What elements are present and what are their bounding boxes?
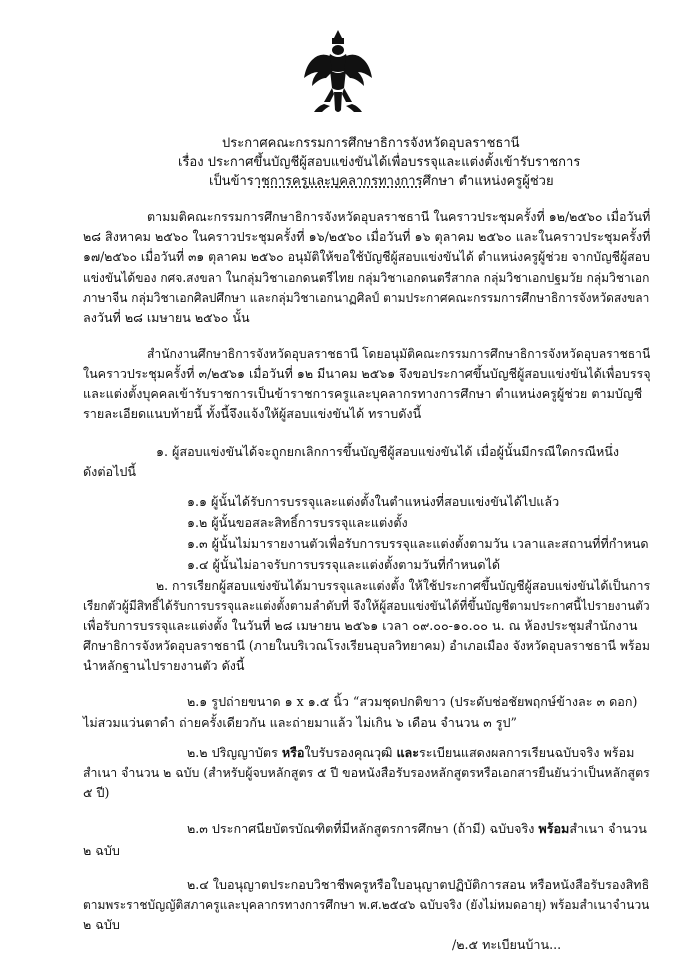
item2-line: นำหลักฐานไปรายงานตัว ดังนี้: [83, 658, 245, 673]
sub-item-2-2-cont: สำเนา จำนวน ๒ ฉบับ (สำหรับผู้จบหลักสูตร ๕ ปี ขอหนังสือรับรองหลักสูตรหรือเอกสารยืนยันว่าเป็นหลักสูตร: [83, 765, 650, 780]
item2-line: เพื่อรับการบรรจุและแต่งตั้ง ในวันที่ ๒๘ เมษายน ๒๕๖๑ เวลา ๐๙.๐๐-๑๐.๐๐ น. ณ ห้องประชุมสำนักงาน: [83, 618, 638, 633]
garuda-emblem-icon: [300, 26, 376, 122]
para1-line: ภาษาจีน กลุ่มวิชาเอกศิลปศึกษา และกลุ่มวิชาเอกนาฏศิลป์ ตามประกาศคณะกรรมการศึกษาธิการจังหวัดสงขลา: [83, 290, 650, 305]
sub-item-2-1: ๒.๑ รูปถ่ายขนาด ๑ x ๑.๕ นิ้ว “สวมชุดปกติขาว (ประดับช่อชัยพฤกษ์ข้างละ ๓ ดอก): [187, 694, 638, 709]
text: ๒.๓ ประกาศนียบัตรบัณฑิตที่มีหลักสูตรการศึกษา (ถ้ามี) ฉบับจริง: [187, 821, 539, 836]
announcement-subject-cont: เป็นข้าราชการครูและบุคลากรทางการศึกษา ตำแหน่งครูผู้ช่วย: [209, 174, 554, 189]
sub-item-1-2: ๑.๒ ผู้นั้นขอสละสิทธิ์การบรรจุและแต่งตั้ง: [187, 515, 408, 530]
para1-line: ๑๗/๒๕๖๐ เมื่อวันที่ ๓๑ ตุลาคม ๒๕๖๐ อนุมัติให้ขอใช้บัญชีผู้สอบแข่งขันได้ ตำแหน่งครูผู้ช่วย จากบัญชีผู้สอบ: [83, 249, 650, 264]
dotted-divider: [258, 186, 421, 190]
sub-item-2-3: [187, 820, 647, 838]
announcement-title: ประกาศคณะกรรมการศึกษาธิการจังหวัดอุบลราชธานี: [222, 136, 520, 151]
para2-line: และแต่งตั้งบุคคลเข้ารับราชการเป็นข้าราชการครูและบุคลากรทางการศึกษา ตำแหน่งครูผู้ช่วย ตามบัญชี: [83, 386, 643, 401]
para1-line: แข่งขันได้ของ กศจ.สงขลา ในกลุ่มวิชาเอกดนตรีไทย กลุ่มวิชาเอกดนตรีสากล กลุ่มวิชาเอกปฐมวัย กลุ่มวิชาเอก: [83, 270, 650, 285]
para1-line: ๒๘ สิงหาคม ๒๕๖๐ ในคราวประชุมครั้งที่ ๑๖/๒๕๖๐ เมื่อวันที่ ๑๖ ตุลาคม ๒๕๖๐ และในคราวประชุมครั้งที่: [83, 229, 651, 244]
sub-item-2-1-cont: ไม่สวมแว่นตาดำ ถ่ายครั้งเดียวกัน และถ่ายมาแล้ว ไม่เกิน ๖ เดือน จำนวน ๓ รูป”: [83, 715, 517, 730]
sub-item-1-1: ๑.๑ ผู้นั้นได้รับการบรรจุและแต่งตั้งในตำแหน่งที่สอบแข่งขันได้ไปแล้ว: [187, 494, 560, 509]
bold-and: และ: [396, 745, 420, 760]
text: ๒.๒ ปริญญาบัตร: [187, 745, 282, 760]
bold-with: พร้อม: [538, 821, 570, 836]
text: สำเนา จำนวน: [569, 821, 647, 836]
item1-line: ๑. ผู้สอบแข่งขันได้จะถูกยกเลิกการขึ้นบัญชีผู้สอบแข่งขันได้ เมื่อผู้นั้นมีกรณีใดกรณีหนึ่ง: [156, 444, 620, 459]
sub-item-2-4-cont: ตามพระราชบัญญัติสภาครูและบุคลากรทางการศึกษา พ.ศ.๒๕๔๖ ฉบับจริง (ยังไม่หมดอายุ) พร้อมสำเนาจำนวน: [83, 897, 650, 912]
item1-line: ดังต่อไปนี้: [83, 464, 137, 479]
item2-line: เรียกตัวผู้มีสิทธิ์ได้รับการบรรจุและแต่งตั้งตามลำดับที่ จึงให้ผู้สอบแข่งขันได้ที่ขึ้นบัญชีตามประกาศนี้ไปรายงานตัว: [83, 598, 650, 613]
para1-line: ลงวันที่ ๒๘ เมษายน ๒๕๖๐ นั้น: [83, 310, 250, 325]
para2-line: รายละเอียดแนบท้ายนี้ ทั้งนี้จึงแจ้งให้ผู้สอบแข่งขันได้ ทราบดังนี้: [83, 406, 422, 421]
para2-line: สำนักงานศึกษาธิการจังหวัดอุบลราชธานี โดยอนุมัติคณะกรรมการศึกษาธิการจังหวัดอุบลราชธานี: [147, 346, 651, 361]
sub-item-2-2: [187, 744, 634, 762]
sub-item-2-4-cont: ๒ ฉบับ: [83, 917, 120, 932]
sub-item-1-3: ๑.๓ ผู้นั้นไม่มารายงานตัวเพื่อรับการบรรจุและแต่งตั้งตามวัน เวลาและสถานที่ที่กำหนด: [187, 536, 649, 551]
sub-item-2-3-cont: ๒ ฉบับ: [83, 843, 120, 858]
text: ระเบียนแสดงผลการเรียนฉบับจริง พร้อม: [419, 745, 635, 760]
para2-line: ในคราวประชุมครั้งที่ ๓/๒๕๖๑ เมื่อวันที่ ๑๒ มีนาคม ๒๕๖๑ จึงขอประกาศขึ้นบัญชีผู้สอบแข่งขันได้เพื่อบรรจุ: [83, 366, 651, 381]
sub-item-2-4: ๒.๔ ใบอนุญาตประกอบวิชาชีพครูหรือใบอนุญาตปฏิบัติการสอน หรือหนังสือรับรองสิทธิ: [187, 877, 650, 892]
sub-item-1-4: ๑.๔ ผู้นั้นไม่อาจรับการบรรจุและแต่งตั้งตามวันที่กำหนดได้: [187, 557, 501, 572]
announcement-subject: เรื่อง ประกาศขึ้นบัญชีผู้สอบแข่งขันได้เพื่อบรรจุและแต่งตั้งเข้ารับราชการ: [178, 155, 581, 170]
bold-or: หรือ: [281, 745, 305, 760]
sub-item-2-2-cont: ๕ ปี): [83, 785, 110, 800]
text: ใบรับรองคุณวุฒิ: [304, 745, 397, 760]
para1-line: ตามมติคณะกรรมการศึกษาธิการจังหวัดอุบลราชธานี ในคราวประชุมครั้งที่ ๑๒/๒๕๖๐ เมื่อวันที่: [147, 209, 651, 224]
continuation-note: /๒.๕ ทะเบียนบ้าน...: [452, 937, 562, 952]
item2-line: ๒. การเรียกผู้สอบแข่งขันได้มาบรรจุและแต่งตั้ง ให้ใช้ประกาศขึ้นบัญชีผู้สอบแข่งขันได้เป็นการ: [156, 578, 651, 593]
item2-line: ศึกษาธิการจังหวัดอุบลราชธานี (ภายในบริเวณโรงเรียนอุบลวิทยาคม) อำเภอเมือง จังหวัดอุบลราชธานี พร้อม: [83, 638, 651, 653]
